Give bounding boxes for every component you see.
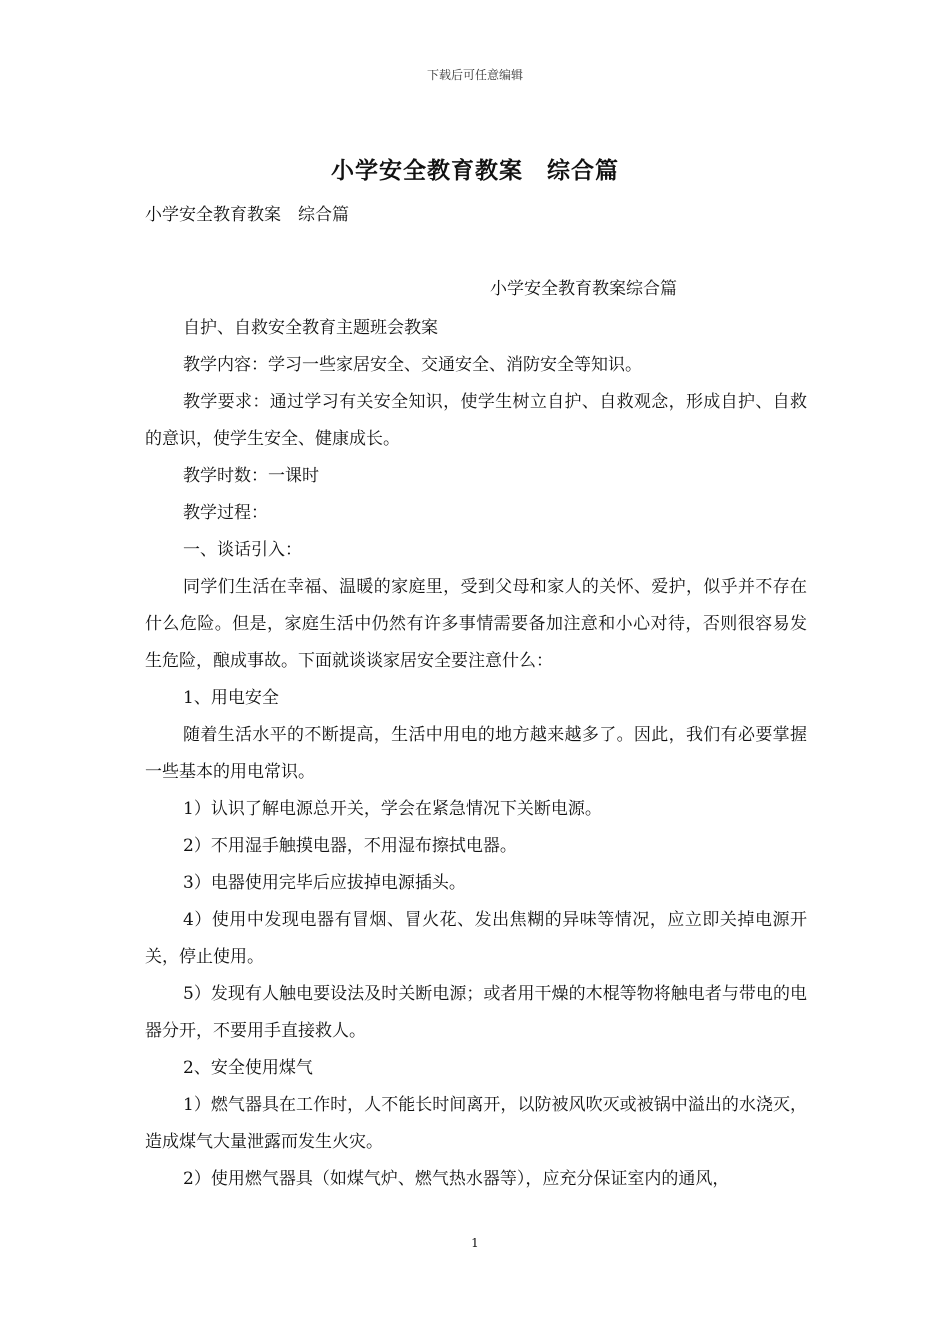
paragraph: 一、谈话引入： [183,540,302,560]
paragraph: 1）燃气器具在工作时，人不能长时间离开，以防被风吹灭或被锅中溢出的水浇灭，造成煤气大量泄露而发生火灾。 [145,1095,807,1152]
paragraph: 教学时数：一课时 [183,466,319,486]
subtitle: 小学安全教育教案 综合篇 [145,205,349,225]
paragraph: 2）使用燃气器具（如煤气炉、燃气热水器等），应充分保证室内的通风， [183,1169,730,1189]
paragraph: 1）认识了解电源总开关，学会在紧急情况下关断电源。 [183,799,602,819]
paragraph: 2）不用湿手触摸电器，不用湿布擦拭电器。 [183,836,517,856]
paragraph: 1、用电安全 [183,688,279,708]
paragraph: 3）电器使用完毕后应拔掉电源插头。 [183,873,466,893]
document-title: 小学安全教育教案 综合篇 [331,157,619,184]
header-note: 下载后可任意编辑 [426,68,523,82]
paragraph: 教学过程： [183,503,268,523]
paragraph: 教学要求：通过学习有关安全知识，使学生树立自护、自救观念，形成自护、自救的意识，使学生安全、健康成长。 [145,392,807,449]
paragraph: 2、安全使用煤气 [183,1058,313,1078]
paragraph: 5）发现有人触电要设法及时关断电源；或者用干燥的木棍等物将触电者与带电的电器分开，不要用手直接救人。 [145,984,807,1041]
document-body [145,310,807,1198]
paragraph: 同学们生活在幸福、温暖的家庭里，受到父母和家人的关怀、爱护，似乎并不存在什么危险。但是，家庭生活中仍然有许多事情需要备加注意和小心对待，否则很容易发生危险，酿成事故。下面就谈谈家居安全要注意什么： [145,577,807,671]
page-number: 1 [471,1236,479,1250]
section-heading: 小学安全教育教案综合篇 [490,279,677,299]
paragraph: 教学内容：学习一些家居安全、交通安全、消防安全等知识。 [183,355,642,375]
paragraph: 随着生活水平的不断提高，生活中用电的地方越来越多了。因此，我们有必要掌握一些基本的用电常识。 [145,725,807,782]
paragraph: 自护、自救安全教育主题班会教案 [183,318,438,338]
paragraph: 4）使用中发现电器有冒烟、冒火花、发出焦糊的异味等情况，应立即关掉电源开关，停止使用。 [145,910,807,967]
